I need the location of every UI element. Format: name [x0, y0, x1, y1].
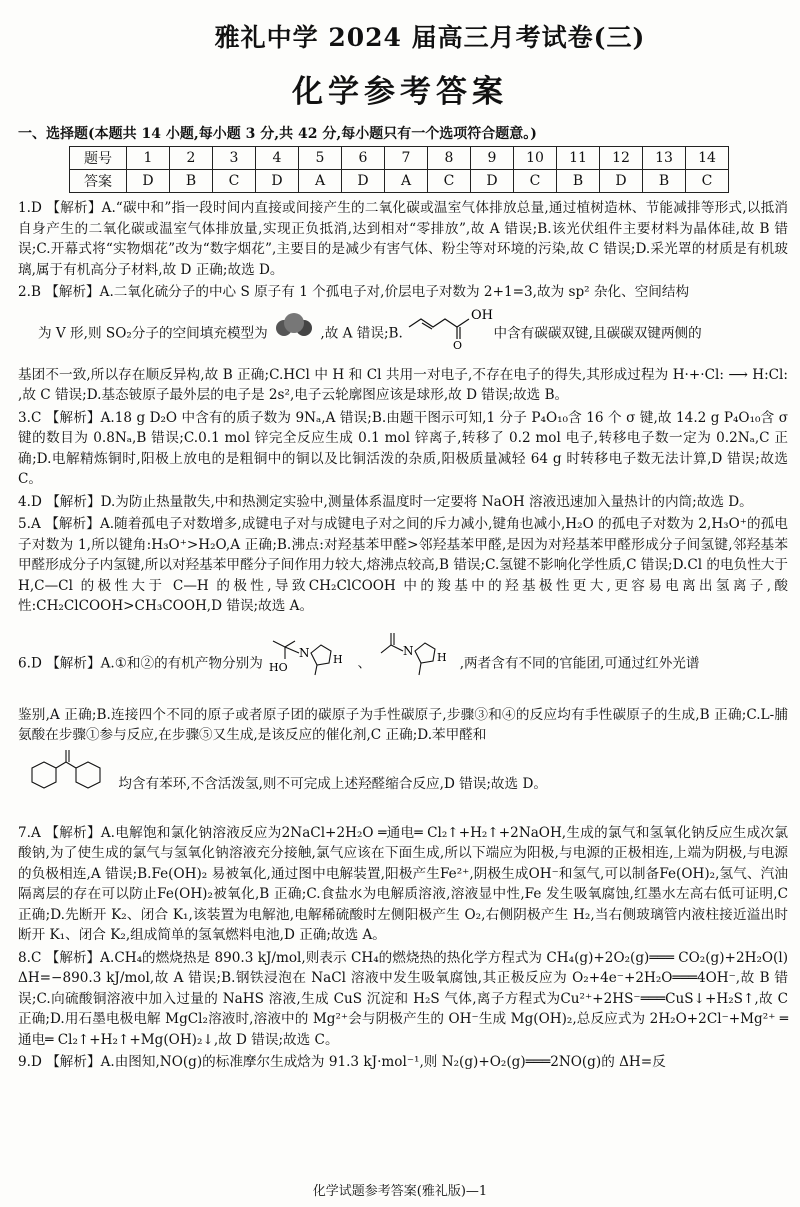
- number-cell: 6: [342, 147, 385, 170]
- answer-row: [70, 170, 729, 193]
- solution-q3: 3.C 【解析】A.18 g D₂O 中含有的质子数为 9Nₐ,A 错误;B.由题干图示可知,1 分子 P₄O₁₀含 16 个 σ 键,故 14.2 g P₄O₁₀含 σ 键的数目为 0.8Nₐ,B 错误;C.0.1 mol 锌完全反应生成 0.1 mol 锌离子,转移了 0.2 mol 电子,转移电子数一定为 0.2Nₐ,C 正确;D.电解精炼铜时,阳极上放电的是粗铜中的铜以及比铜活泼的杂质,阳极质量减轻 64 g 时转移电子数无法计算,D 错误;故选 C。: [18, 409, 788, 487]
- solution-q8: 8.C 【解析】A.CH₄的燃烧热是 890.3 kJ/mol,则表示 CH₄的燃烧热的热化学方程式为 CH₄(g)+2O₂(g)═══ CO₂(g)+2H₂O(l) ΔH=−890.3 kJ/mol,故 A 错误;B.钢铁浸泡在 NaCl 溶液中发生吸氧腐蚀,其正极反应为 O₂+4e⁻+2H₂O═══4OH⁻,故 B 错误;C.向硫酸铜溶液中加入过量的 NaHS 溶液,生成 CuS 沉淀和 H₂S 气体,离子方程式为Cu²⁺+2HS⁻═══CuS↓+H₂S↑,故 C 正确;D.用石墨电极电解 MgCl₂溶液时,溶液中的 Mg²⁺会与阴极产生的 OH⁻生成 Mg(OH)₂,总反应式为 2H₂O+2Cl⁻+Mg²⁺ ═通电═ Cl₂↑+H₂↑+Mg(OH)₂↓,故 D 错误;故选 C。: [18, 949, 788, 1048]
- oh-label: OH: [471, 307, 494, 323]
- ho-label: HO: [269, 660, 288, 674]
- answer-cell: B: [557, 170, 600, 193]
- answer-cell: A: [385, 170, 428, 193]
- q6-text-1: 6.D 【解析】A.①和②的有机产物分别为: [18, 655, 263, 671]
- q2-text-1: 为 V 形,则 SO₂分子的空间填充模型为: [38, 325, 268, 341]
- solution-q9: 9.D 【解析】A.由图知,NO(g)的标准摩尔生成焓为 91.3 kJ·mol⁻¹,则 N₂(g)+O₂(g)═══2NO(g)的 ΔH=反: [18, 1054, 666, 1070]
- answer-cell: D: [127, 170, 170, 193]
- answer-cell: D: [600, 170, 643, 193]
- answer-cell: C: [514, 170, 557, 193]
- solution-q6-line2: 鉴别,A 正确;B.连接四个不同的原子或者原子团的碳原子为手性碳原子,步骤③和④的反应均有手性碳原子的生成,B 正确;C.L-脯氨酸在步骤①参与反应,在步骤⑤又生成,是该反应的催化剂,C 正确;D.苯甲醛和: [18, 706, 788, 743]
- answer-cell: C: [213, 170, 256, 193]
- answer-table: [69, 146, 729, 193]
- crotonic-acid-structure-icon: [407, 305, 494, 363]
- row-label: 答案: [70, 170, 127, 193]
- n-label: N: [299, 645, 310, 660]
- answer-cell: B: [643, 170, 686, 193]
- n-label-2: N: [403, 643, 414, 658]
- q6-text-2: 、: [357, 655, 372, 671]
- number-cell: 4: [256, 147, 299, 170]
- answer-cell: B: [170, 170, 213, 193]
- number-cell: 12: [600, 147, 643, 170]
- answer-cell: C: [686, 170, 729, 193]
- so2-model-icon: [272, 312, 316, 356]
- q6-text-3: ,两者含有不同的官能团,可通过红外光谱: [459, 655, 700, 671]
- number-cell: 1: [127, 147, 170, 170]
- number-cell: 7: [385, 147, 428, 170]
- solution-q5: 5.A 【解析】A.随着孤电子对数增多,成键电子对与成键电子对之间的斥力减小,键角也减小,H₂O 的孤电子对数为 2,H₃O⁺的孤电子对数为 1,所以键角:H₃O⁺>H₂O,A 正确;B.沸点:对羟基苯甲醛>邻羟基苯甲醛,是因为对羟基苯甲醛形成分子间氢键,邻羟基苯甲醛形成分子内氢键,所以对羟基苯甲醛分子间作用力较大,熔沸点较高,B 错误;C.氢键不影响化学性质,C 错误;D.Cl 的电负性大于 H,C—Cl 的极性大于 C—H 的极性,导致CH₂ClCOOH 中的羧基中的羟基极性更大,更容易电离出氢离子,酸性:CH₂ClCOOH>CH₃COOH,D 错误;故选 A。: [18, 516, 788, 614]
- solution-q1: 1.D 【解析】A.“碳中和”指一段时间内直接或间接产生的二氧化碳或温室气体排放总量,通过植树造林、节能减排等形式,以抵消自身产生的二氧化碳或温室气体排放量,实现正负抵消,达到相对“零排放”,故 A 错误;B.该光伏组件主要材料为晶体硅,故 B 错误;C.开幕式将“实物烟花”改为“数字烟花”,主要目的是减少有害气体、粉尘等对环境的污染,故 C 错误;D.采光罩的材质是有机玻璃,属于有机高分子材料,故 D 正确;故选 D。: [18, 200, 788, 278]
- number-cell: 13: [643, 147, 686, 170]
- row-label: 题号: [70, 147, 127, 170]
- answer-cell: A: [299, 170, 342, 193]
- h-label: H: [333, 652, 343, 666]
- number-cell: 3: [213, 147, 256, 170]
- q2-text-3: 中含有碳碳双键,且碳碳双键两侧的: [493, 325, 702, 341]
- number-cell: 10: [514, 147, 557, 170]
- question-number-row: [70, 147, 729, 170]
- number-cell: 5: [299, 147, 342, 170]
- q6-text-4: 均含有苯环,不含活泼氢,则不可完成上述羟醛缩合反应,D 错误;故选 D。: [118, 775, 547, 792]
- solutions: [18, 198, 788, 1075]
- page-footer: 化学试题参考答案(雅礼版)—1: [312, 1184, 488, 1199]
- page-title: 化学参考答案: [292, 74, 508, 110]
- product-1-structure-icon: [267, 625, 353, 703]
- q2-text-2: ,故 A 错误;B.: [320, 325, 403, 341]
- number-cell: 2: [170, 147, 213, 170]
- h-label-2: H: [437, 650, 447, 664]
- o-label: O: [453, 338, 463, 352]
- exam-header: 雅礼中学 2024 届高三月考试卷(三): [214, 23, 646, 52]
- number-cell: 11: [557, 147, 600, 170]
- number-cell: 14: [686, 147, 729, 170]
- solution-q4: 4.D 【解析】D.为防止热量散失,中和热测定实验中,测量体系温度时一定要将 NaOH 溶液迅速加入量热计的内筒;故选 D。: [18, 493, 753, 510]
- section-heading: 一、选择题(本题共 14 小题,每小题 3 分,共 42 分,每小题只有一个选项符合题意。): [18, 126, 537, 142]
- solution-q2-rest: 基团不一致,所以存在顺反异构,故 B 正确;C.HCl 中 H 和 Cl 共用一对电子,不存在电子的得失,其形成过程为 H·+·Cl: ⟶ H:Cl: ,故 C 错误;D.基态铍原子最外层的电子是 2s²,电子云轮廓图应该是球形,故 D 错误;故选 B。: [18, 366, 788, 403]
- solution-q2-line2: [18, 305, 788, 363]
- number-cell: 8: [428, 147, 471, 170]
- answer-cell: D: [471, 170, 514, 193]
- solution-q7: 7.A 【解析】A.电解饱和氯化钠溶液反应为2NaCl+2H₂O ═通电═ Cl₂↑+H₂↑+2NaOH,生成的氯气和氢氧化钠反应生成次氯酸钠,为了使生成的氯气与氢氧化钠溶液充分接触,氯气应该在下面生成,所以下端应为阳极,与电源的正极相连,上端为阴极,与电源的负极相连,A 错误;B.Fe(OH)₂ 易被氧化,通过图中电解装置,阳极产生Fe²⁺,阴极生成OH⁻和氢气,可以制备Fe(OH)₂,氢气、汽油隔离层的存在可以防止Fe(OH)₂被氧化,B 正确;C.食盐水为电解质溶液,溶液显中性,Fe 发生吸氧腐蚀,红墨水左高右低可证明,C 正确;D.先断开 K₂、闭合 K₁,该装置为电解池,电解稀硫酸时左侧阳极产生 O₂,右侧阴极产生 H₂,当右侧玻璃管内液柱接近溢出时断开 K₁、闭合 K₂,组成简单的氢氧燃料电池,D 正确;故选 A。: [18, 824, 788, 943]
- solution-q6-line1: [18, 625, 788, 703]
- product-2-structure-icon: [375, 625, 455, 703]
- solution-q6-line3: [18, 748, 788, 821]
- number-cell: 9: [471, 147, 514, 170]
- answer-cell: D: [342, 170, 385, 193]
- solution-q2-line1: 2.B 【解析】A.二氧化硫分子的中心 S 原子有 1 个孤电子对,价层电子对数为 2+1=3,故为 sp² 杂化、空间结构: [18, 284, 690, 300]
- answer-cell: C: [428, 170, 471, 193]
- benzophenone-structure-icon: [18, 748, 114, 821]
- answer-cell: D: [256, 170, 299, 193]
